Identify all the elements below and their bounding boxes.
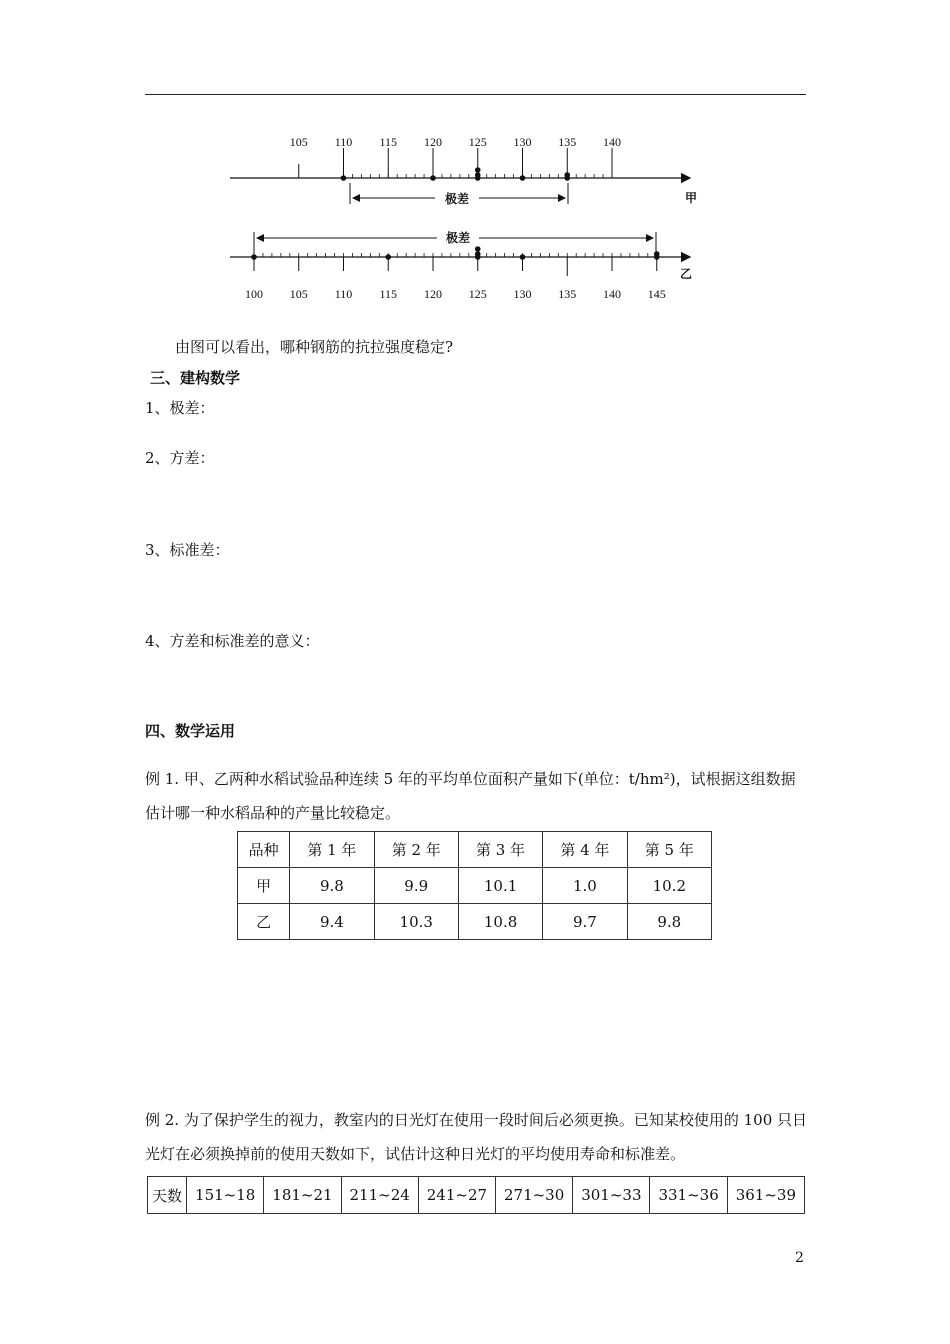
table-cell: 1.0 xyxy=(543,868,627,904)
yi-label: 乙 xyxy=(680,267,693,281)
table-cell: 181~21 xyxy=(264,1177,341,1214)
item-variance: 2、方差： xyxy=(145,449,215,467)
table-cell: 9.4 xyxy=(290,904,374,940)
tick-label: 145 xyxy=(647,287,666,301)
table-cell: 10.3 xyxy=(374,904,458,940)
table-row xyxy=(148,1177,805,1214)
table-cell: 品种 xyxy=(238,832,290,868)
data-point xyxy=(475,251,481,257)
tick-label: 140 xyxy=(603,135,621,149)
table-cell: 乙 xyxy=(238,904,290,940)
tick-label: 115 xyxy=(379,135,398,149)
table-row xyxy=(238,868,712,904)
tick-label: 120 xyxy=(424,287,442,301)
header-rule xyxy=(145,94,806,95)
table-cell: 9.9 xyxy=(374,868,458,904)
table-cell: 10.1 xyxy=(458,868,542,904)
example2-text: 例 2. 为了保护学生的视力，教室内的日光灯在使用一段时间后必须更换。已知某校使用的 100 只日光灯在必须换掉前的使用天数如下，试估计这种日光灯的平均使用寿命和标准差。 xyxy=(145,1111,808,1163)
table-cell: 10.8 xyxy=(458,904,542,940)
data-point xyxy=(475,167,481,173)
number-line-diagram xyxy=(225,128,705,303)
table-cell: 第 5 年 xyxy=(627,832,711,868)
data-point xyxy=(520,175,526,181)
table-header-row xyxy=(238,832,712,868)
tick-label: 125 xyxy=(468,287,487,301)
tick-label: 125 xyxy=(468,135,487,149)
table-cell: 361~39 xyxy=(727,1177,804,1214)
page-number: 2 xyxy=(795,1250,804,1266)
tick-label: 135 xyxy=(558,287,577,301)
tick-label: 135 xyxy=(558,135,577,149)
table-cell: 301~33 xyxy=(573,1177,650,1214)
table-cell: 第 3 年 xyxy=(458,832,542,868)
tick-label: 110 xyxy=(334,135,353,149)
tick-label: 140 xyxy=(603,287,621,301)
data-point xyxy=(341,175,347,181)
data-point xyxy=(654,251,660,257)
example1-text: 例 1. 甲、乙两种水稻试验品种连续 5 年的平均单位面积产量如下(单位：t/hm²)，试根据这组数据估计哪一种水稻品种的产量比较稳定。 xyxy=(145,770,796,822)
tick-label: 115 xyxy=(379,287,398,301)
item-std: 3、标准差： xyxy=(145,541,230,559)
table-cell: 第 2 年 xyxy=(374,832,458,868)
jia-range-label: 极差 xyxy=(444,192,470,206)
tick-label: 105 xyxy=(289,135,308,149)
data-point xyxy=(475,246,481,252)
section4-title: 四、数学运用 xyxy=(145,722,236,740)
data-point xyxy=(430,175,436,181)
table-cell: 甲 xyxy=(238,868,290,904)
tick-label: 100 xyxy=(245,287,263,301)
tick-label: 110 xyxy=(334,287,353,301)
tick-label: 130 xyxy=(513,135,532,149)
table-cell: 天数 xyxy=(148,1177,187,1214)
table-cell: 第 1 年 xyxy=(290,832,374,868)
table-cell: 331~36 xyxy=(650,1177,727,1214)
data-point xyxy=(564,172,570,178)
table-cell: 151~18 xyxy=(187,1177,264,1214)
example2-table xyxy=(147,1176,805,1214)
table-cell: 241~27 xyxy=(418,1177,495,1214)
jia-label: 甲 xyxy=(685,191,698,205)
data-point xyxy=(385,254,391,260)
example1-table xyxy=(237,831,712,940)
data-point xyxy=(475,172,481,178)
tick-label: 105 xyxy=(289,287,308,301)
table-cell: 9.8 xyxy=(627,904,711,940)
table-cell: 271~30 xyxy=(496,1177,573,1214)
table-cell: 9.8 xyxy=(290,868,374,904)
item-range: 1、极差： xyxy=(145,399,215,417)
section3-title: 三、建构数学 xyxy=(150,369,241,387)
data-point xyxy=(520,254,526,260)
diagram-question: 由图可以看出，哪种钢筋的抗拉强度稳定? xyxy=(175,338,454,356)
table-cell: 9.7 xyxy=(543,904,627,940)
yi-range-label: 极差 xyxy=(445,231,471,245)
tick-label: 130 xyxy=(513,287,532,301)
table-row xyxy=(238,904,712,940)
table-cell: 211~24 xyxy=(341,1177,418,1214)
data-point xyxy=(251,254,257,260)
tick-label: 120 xyxy=(424,135,442,149)
table-cell: 第 4 年 xyxy=(543,832,627,868)
table-cell: 10.2 xyxy=(627,868,711,904)
item-meaning: 4、方差和标准差的意义： xyxy=(145,632,320,650)
